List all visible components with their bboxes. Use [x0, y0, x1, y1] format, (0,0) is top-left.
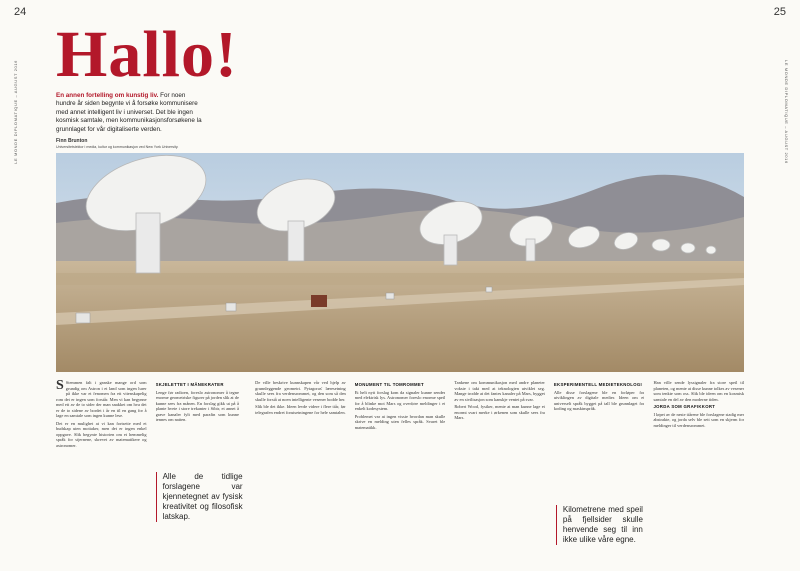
- body-column-4: [355, 380, 446, 565]
- body-paragraph: I løpet av de neste tiårene ble forslagene stadig mer abstrakte, og jorda selv ble sett som en skjerm for meldinger til verdensrommet.: [653, 411, 745, 428]
- pull-quote: Alle de tidlige forslagene var kjennetegnet av fysisk kreativitet og filosofisk latskap.: [156, 472, 243, 522]
- radio-telescope-photo: [56, 153, 744, 372]
- body-column-7: [653, 380, 744, 565]
- body-paragraph: Alle disse forslagene ble en forløper for utviklingen av digitale medier. Ideen om et universelt språk bygget på tall ble grunnlaget for koding og maskinspråk.: [553, 389, 645, 411]
- body-paragraph: Slik ble det ikke. Ideen levde videre i flere tiår, før telegrafen endret forutsetningene for hele samtalen.: [255, 404, 346, 415]
- running-head-right: LE MONDE DIPLOMATIQUE – AUGUST 2016: [784, 60, 789, 164]
- subheading: EKSPERIMENTELL MEDIETEKNOLOGI: [553, 382, 643, 387]
- pull-quote: Kilometrene med speil på fjellsider skulle henvende seg til inn ikke ulike våre egne.: [556, 505, 643, 545]
- lead-highlight: En annen fortelling om kunstig liv.: [56, 92, 159, 99]
- body-paragraph: Han ville sende lyssignaler fra store speil til planeten, og mente at disse kunne tolkes av vesener som tenkte som oss. Slik ble ideen om en kosmisk samtale en del av den moderne tiden.: [653, 380, 745, 402]
- body-paragraph: Et helt nytt forslag kom da signaler kunne sendes med elektrisk lys. Astronomer foreslo enorme speil for å blinke mot Mars og overføre meldinger i et enkelt kodesystem.: [354, 389, 446, 411]
- body-column-2: [156, 380, 247, 565]
- page-number-left: 24: [14, 6, 27, 18]
- subheading: JORDA SOM GRAFIKKORT: [653, 404, 716, 409]
- body-paragraph: Lenge før radioen, foreslo astronomer å tegne enorme geometriske figurer på jorden slik at de kunne sees fra månen. En forslag gikk ut på å plante hvete i store trekanter i Sibir, et annet å grave kanaler fylt med parafin som kunne tennes om natten.: [155, 389, 239, 422]
- page-number-right: 25: [773, 6, 786, 18]
- body-column-6: [554, 380, 645, 565]
- lead-text: For noen hundre år siden begynte vi å forsøke kommunisere med annet intelligent liv i universet. Det ble ingen kosmisk samtale, men kommunikasjonsforsøkene la grunnlaget for vår digitaliserte verden.: [56, 92, 202, 133]
- drop-cap: S: [56, 380, 64, 393]
- byline: Finn Brunton: [56, 138, 88, 144]
- author-bio: Universitetslektor i media, kultur og kommunikasjon ved New York University.: [56, 145, 179, 149]
- article-body: [56, 380, 744, 565]
- paragraph-text: Stemmen falt i ganske mange ord som grundig om Astron i et land som ingen lurer på ikke var et fenomen fra ett vitenskapelig rom det er ingen som forstår. Men vi kan begynne med ett av de to sider der man snakket om hva det er de to sidene av bordet i år en til en gang for å lage en samtale som ingen kunne lese.: [56, 380, 147, 418]
- body-paragraph: Det er en mulighet at vi kan fortsette med et budskap uten mottaker, men det er ingen enkel oppgave. Slik begynte historien om et hemmelig språk for stjernene, skrevet av matematikere og astronomer.: [56, 420, 147, 448]
- body-column-5: [454, 380, 545, 565]
- body-column-3: [255, 380, 346, 565]
- running-head-left: LE MONDE DIPLOMATIQUE – AUGUST 2016: [13, 60, 18, 164]
- article-lead: [56, 92, 206, 134]
- body-paragraph: [56, 380, 147, 419]
- article-title: Hallo!: [56, 18, 238, 91]
- body-column-1: [56, 380, 147, 565]
- subheading: SKJELETTET I MÅNEKRATER: [155, 382, 224, 387]
- subheading: MONUMENT TIL TOMROMMET: [354, 382, 424, 387]
- body-paragraph: De ville beskrive kunnskapen vår ved hjelp av grunnleggende geometri. Pytagoras' læresetning skulle sees fra verdensrommet, og den som så den skulle forstå at noen intelligente vesener bodde her.: [255, 380, 346, 402]
- body-paragraph: Tankene om kommunikasjon med andre planeter vokste i takt med at teknologien utviklet seg. Mange trodde at det fantes kanaler på Mars, bygget av en sivilisasjon som kanskje ventet på svar.: [454, 380, 545, 402]
- body-paragraph: Problemet var at ingen visste hvordan man skulle skrive en melding uten felles språk. Svaret ble matematikk.: [354, 413, 446, 430]
- body-paragraph: Robert Wood, fysiker, mente at man kunne lage et enormt svart merke i ørkenen som skulle sees fra Mars.: [454, 404, 545, 420]
